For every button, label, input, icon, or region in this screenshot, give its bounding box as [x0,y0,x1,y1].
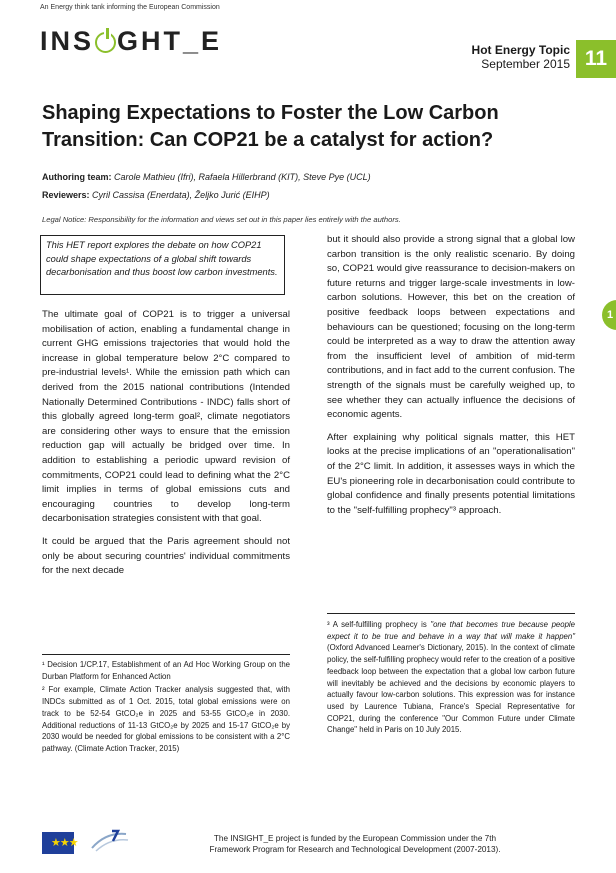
column-right [327,233,575,526]
footer-line: Framework Program for Research and Technological Development (2007-2013). [209,845,501,854]
footnotes-left [42,654,290,757]
logo-text-end: GHT_E [117,26,223,56]
paragraph: The ultimate goal of COP21 is to trigger a universal mobilisation of action, enabling a fundamental change in current GHG emissions trajectories that would hold the increase in global temperature below 2°C compared to pre-industrial levels¹. While the emission path which can derived from the 2015 national contributions (Intended Nationally Determined Contributions - INDC) falls short of this globally agreed long-term goal², climate negotiators are considering other ways to ensure that the emission reduction gap will actually be bridged over time. In addition to establishing a periodic upward revision of commitments, COP21 could lead to defining what the 2°C limit implies in terms of global emissions cuts and encouraging countries to develop long-term decarbonisation strategies consistent with that goal. [42,309,290,525]
fp7-logo-icon [88,828,130,854]
footnote [327,619,575,736]
insight-e-logo [40,26,222,57]
footnote: ² For example, Climate Action Tracker analysis suggested that, with INDCs submitted as of 1 Oct. 2015, total global emissions were on track to be 52-54 GtCO₂e in 2025 and 53-55 GtCO₂e in 2030. Additional reductions of 11-13 GtCO₂e by 2025 and 15-17 GtCO₂e by 2030 would be needed for global emissions to be consistent with a 2°C pathway. (Climate Action Tracker, 2015) [42,685,290,753]
reviewers-label: Reviewers: [42,190,90,200]
page-title: Shaping Expectations to Foster the Low Carbon Transition: Can COP21 be a catalyst for action? [42,102,499,151]
logo-text-start: INS [40,26,95,56]
footnote-lead: ³ A self-fulfilling prophecy is [327,620,431,629]
authoring-label: Authoring team: [42,172,112,182]
authors: Carole Mathieu (Ifri), Rafaela Hillerbrand (KIT), Steve Pye (UCL) [114,172,371,182]
publication-date: September 2015 [481,57,570,71]
paragraph: It could be argued that the Paris agreement should not only be about securing countries' individual commitments for the next decade [42,535,290,577]
paragraph: After explaining why political signals matter, this HET looks at the precise implications of an "operationalisation" of the 2°C limit. In addition, it assesses ways in which the EU's pioneering role in decarbonisation could contribute to global confidence and finally presents potential limitations to the "self-fulfilling prophecy"³ approach. [327,431,575,516]
page-number-badge: 1 [602,300,616,330]
footnote-right [327,613,575,738]
reviewers: Cyril Cassisa (Enerdata), Željko Jurić (EIHP) [92,190,270,200]
footnote-quote: "one that becomes true because people expect it to be true and behave in a way that will make it happen" [327,620,575,641]
footer-line: The INSIGHT_E project is funded by the European Commission under the 7th [213,834,497,843]
paragraph: but it should also provide a strong signal that a global low carbon transition is the only realistic scenario. By doing so, COP21 would give reassurance to decision-makers on future returns and trigger large-scale investments in low-carbon solutions. However, this bet on the creation of positive feedback loops between expectations and behaviours can be questioned; focusing on the long-term could be interpreted as a way to draw the attention away from the insufficient level of ambition of mid-term contributions, and in fact add to the current confusion. The strength of the signals must be carefully weighed up, to see whether they can actually influence the decisions of economic agents. [327,234,575,421]
tagline: An Energy think tank informing the European Commission [40,4,220,11]
funding-footer [140,833,570,855]
abstract-box: This HET report explores the debate on how COP21 could shape expectations of a global shift towards decarbonisation and thus boost low carbon investments. [40,235,285,295]
topic-label: Hot Energy Topic [471,43,570,57]
footnote: ¹ Decision 1/CP.17, Establishment of an Ad Hoc Working Group on the Durban Platform for Enhanced Action [42,660,290,681]
legal-notice: Legal Notice: Responsibility for the information and views set out in this paper lies entirely with the authors. [42,215,401,224]
reviewers-line [42,190,270,200]
footnote-text: (Oxford Advanced Learner's Dictionary, 2015). In the context of climate policy, the self-fulfilling prophecy would refer to the creation of a positive feedback loop between the expectation that a global low carbon future will inevitably be achieved and the decisions by economic players to actually favour low-carbon solutions. This expression was for instance used by Laurence Tubiana, France's Special Representative for COP21, during the conference "Our Common Future under Climate Change" held in Paris on 10 July 2015. [327,643,575,735]
topic-block [472,43,570,71]
column-left [42,308,290,587]
issue-number-badge: 11 [576,40,616,78]
eu-flag-icon: ★★★ [42,832,74,854]
authoring-team [42,172,371,182]
power-icon [95,32,116,53]
